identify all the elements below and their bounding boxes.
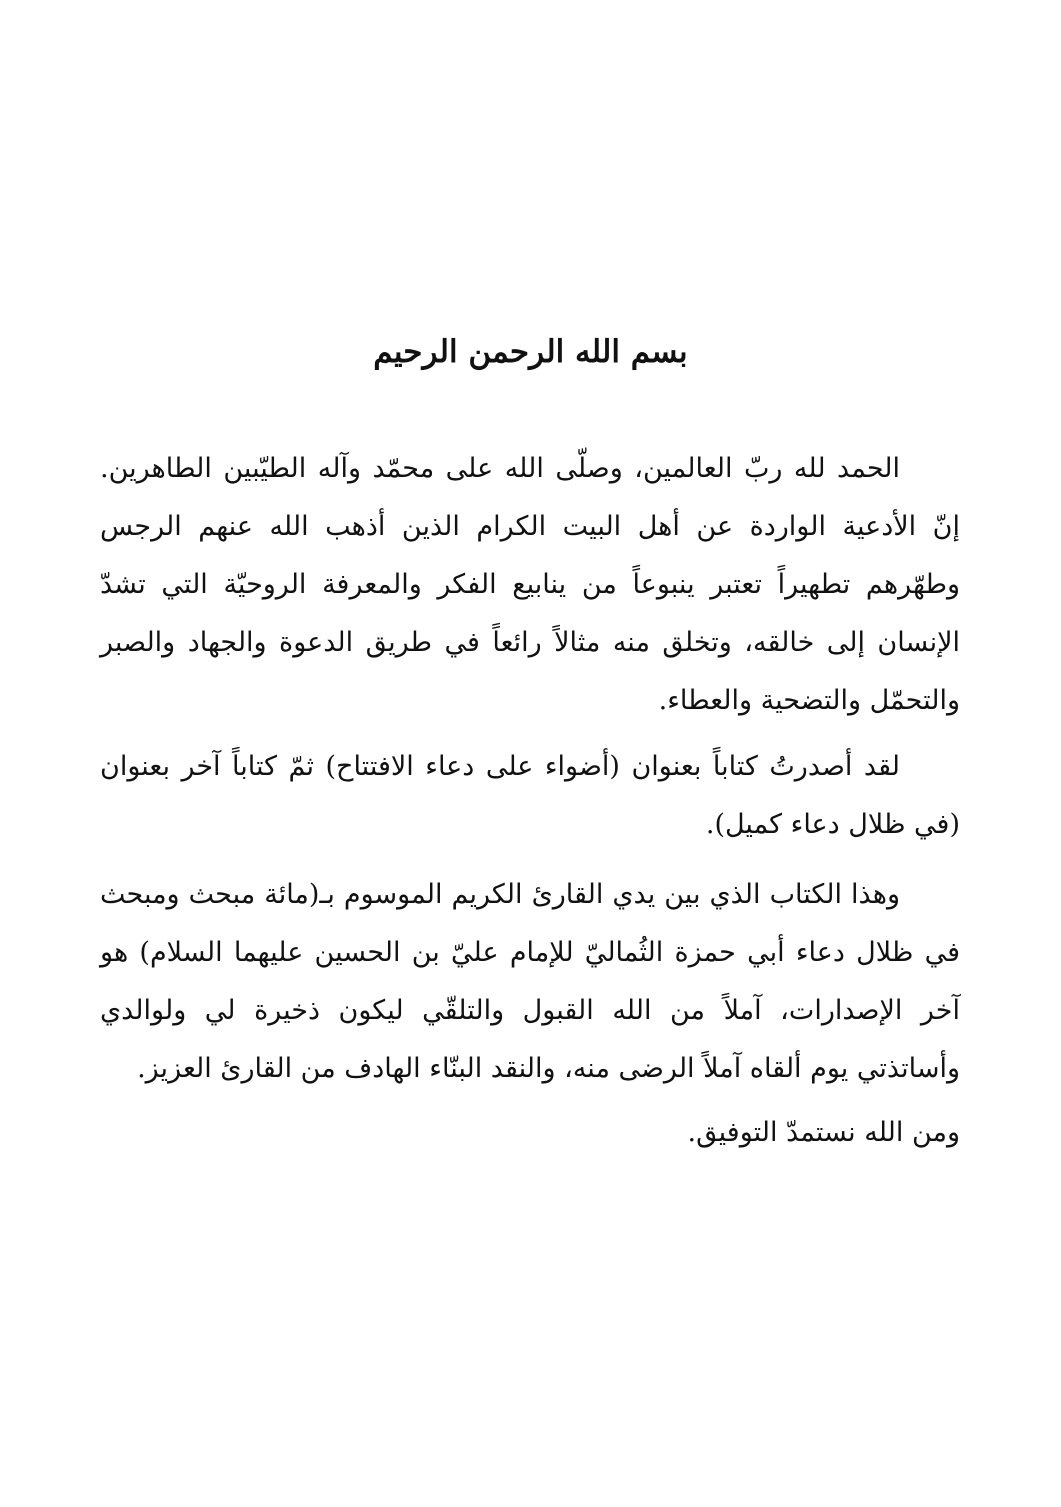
paragraph-introduction: الحمد لله ربّ العالمين، وصلّى الله على محمّد وآله الطيّبين الطاهرين. إنّ الأدعية الواردة عن أهل البيت الكرام الذين أذهب الله عنهم الرجس وطهّرهم تطهيراً تعتبر ينبوعاً من ينابيع الفكر والمعرفة الروحيّة التي تشدّ الإنسان إلى خالقه، وتخلق منه مثالاً رائعاً في طريق الدعوة والجهاد والصبر والتحمّل والتضحية والعطاء. — [100, 453, 961, 716]
body-text — [100, 440, 960, 1162]
paragraph-closing: ومن الله نستمدّ التوفيق. — [687, 1117, 960, 1148]
paragraph-previous-books: لقد أصدرتُ كتاباً بعنوان (أضواء على دعاء الافتتاح) ثمّ كتاباً آخر بعنوان (في ظلال دعاء كميل). — [100, 751, 960, 840]
basmala-heading: بسم الله الرحمن الرحيم — [373, 334, 688, 370]
paragraph-current-book: وهذا الكتاب الذي بين يدي القارئ الكريم الموسوم بـ(مائة مبحث ومبحث في ظلال دعاء أبي حمزة الثُماليّ للإمام عليّ بن الحسين عليهما السلام) هو آخر الإصدارات، آملاً من الله القبول والتلقّي ليكون ذخيرة لي ولوالدي وأساتذتي يوم ألقاه آملاً الرضى منه، والنقد البنّاء الهادف من القارئ العزيز. — [100, 879, 960, 1084]
